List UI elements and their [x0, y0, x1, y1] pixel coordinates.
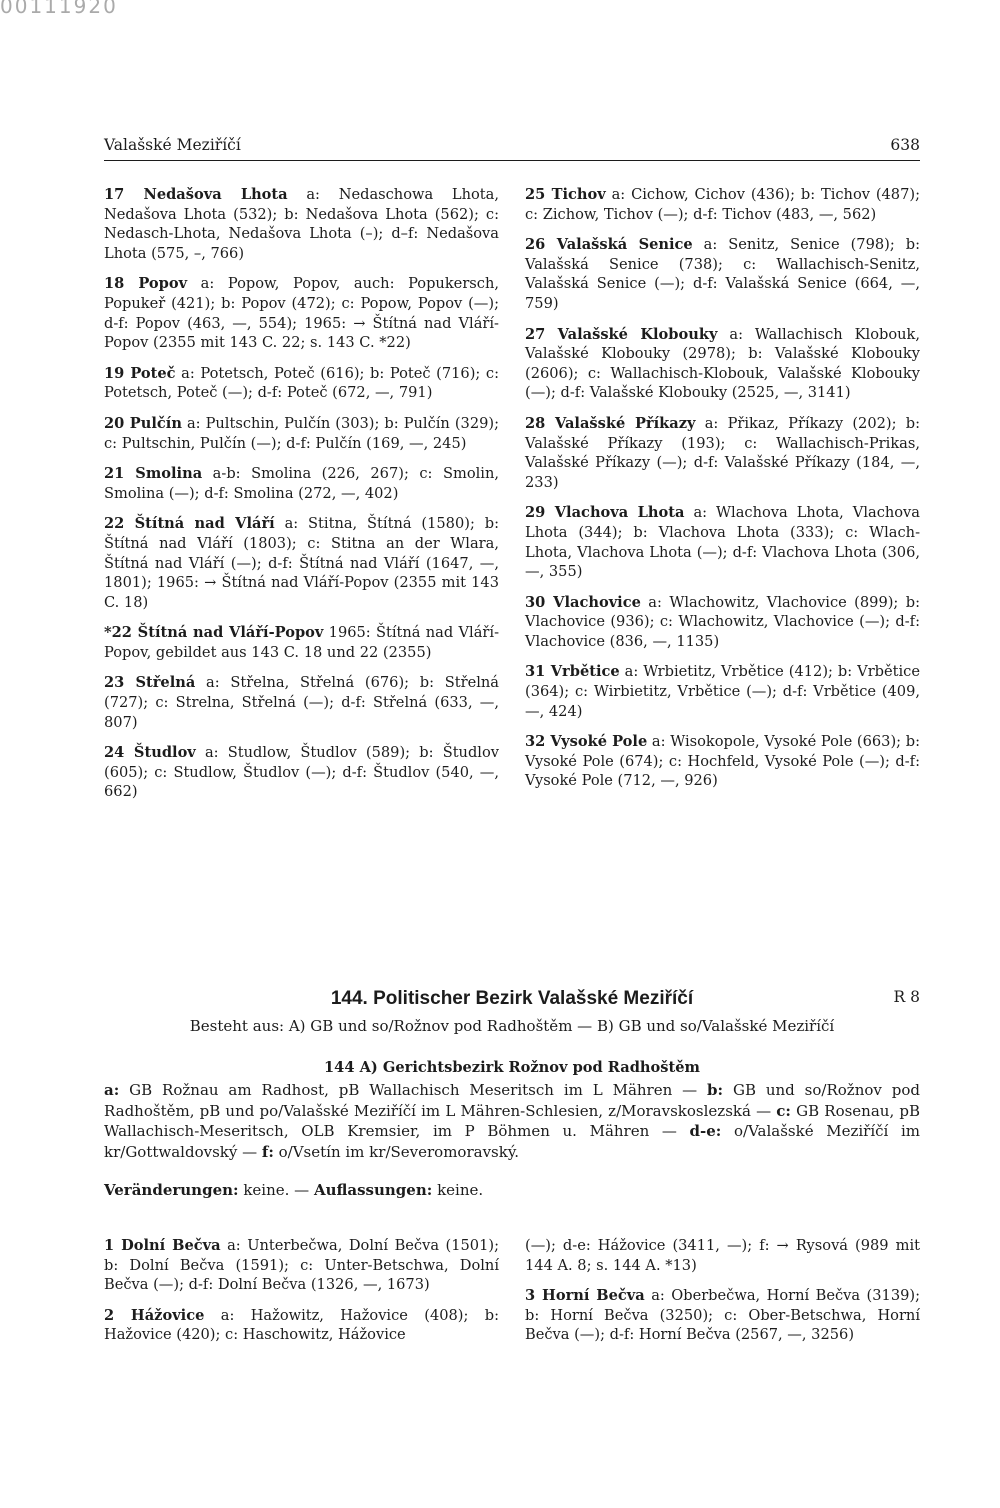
entry-name: 22 Štítná nad Vláří: [104, 515, 275, 533]
entry: [525, 662, 920, 721]
history-label-b: b:: [707, 1081, 724, 1099]
entry: [525, 1286, 920, 1345]
entry-text: a: Wlachowitz, Vlachovice (899); b: Vlachovice (936); c: Wlachowitz, Vlachovice (—); d-f: Vlachovice (836, —, 1135): [525, 593, 921, 650]
entry-text: a-b: Smolina (226, 267); c: Smolin, Smolina (—); d-f: Smolina (272, —, 402): [104, 465, 499, 502]
left-column-bottom: [104, 1236, 499, 1356]
left-column-top: [104, 185, 499, 813]
entry-name: 32 Vysoké Pole: [525, 733, 648, 751]
entry-name: 1 Dolní Bečva: [104, 1237, 221, 1254]
history-text-b: GB und so/Rožnov pod Radhoštěm, pB und po/Valašské Meziříčí im L Mähren-Schlesien, z/Moravskoslezská —: [104, 1081, 920, 1120]
entry-name: 23 Střelná: [104, 674, 196, 692]
entry: [104, 364, 499, 403]
entry-name: 2 Hážovice: [104, 1306, 205, 1324]
history-text-a: GB Rožnau am Radhost, pB Wallachisch Meseritsch im L Mähren —: [119, 1081, 708, 1099]
entry-text: a: Hažowitz, Hažovice (408); b: Hažovice (420); c: Haschowitz, Hážovice: [104, 1306, 500, 1344]
entry-text: (—); d-e: Hážovice (3411, —); f: → Rysová (989 mit 144 A. 8; s. 144 A. *13): [525, 1237, 920, 1274]
entry-text: a: Wallachisch Klobouk, Valašské Klobouky (2978); b: Valašské Klobouky (2606); c: Wallachisch-Klobouk, Valašské Klobouky (—); d-f: Valašské Klobouky (2525, —, 3141): [525, 325, 920, 402]
entry-text: a: Pultschin, Pulčín (303); b: Pulčín (329); c: Pultschin, Pulčín (—); d-f: Pulčín (169, —, 245): [104, 414, 499, 452]
entry-continuation: [525, 1236, 920, 1275]
entry: [104, 414, 499, 453]
entry-text: a: Oberbečwa, Horní Bečva (3139); b: Horní Bečva (3250); c: Ober-Betschwa, Horní Bečva (—); d-f: Horní Bečva (2567, —, 3256): [525, 1287, 920, 1344]
entry: [104, 1306, 499, 1345]
entry: [525, 235, 920, 313]
history-label-c: c:: [776, 1101, 791, 1120]
scan-stamp-number: 00111920: [0, 0, 118, 18]
right-column-top: [525, 185, 920, 802]
running-head: [104, 136, 920, 154]
entry-text: a: Unterbečwa, Dolní Bečva (1501); b: Dolní Bečva (1591); c: Unter-Betschwa, Dolní Bečva (—); d-f: Dolní Bečva (1326, —, 1673): [104, 1237, 499, 1294]
entry-text: a: Wrbietitz, Vrbětice (412); b: Vrbětice (364); c: Wirbietitz, Vrbětice (—); d-f: Vrbětice (409, —, 424): [525, 663, 920, 720]
entry-name: 26 Valašská Senice: [525, 236, 693, 254]
entry-text: a: Studlow, Študlov (589); b: Študlov (605); c: Studlow, Študlov (—); d-f: Študlov (540, —, 662): [104, 744, 499, 801]
history-text-de: o/Valašské Meziříčí im kr/Gottwaldovský —: [104, 1122, 920, 1161]
entry-name: 3 Horní Bečva: [525, 1287, 645, 1305]
entry-name: 30 Vlachovice: [525, 593, 641, 611]
entry-name: 18 Popov: [104, 275, 188, 293]
entry-text: a: Popow, Popov, auch: Popukersch, Popukeř (421); b: Popov (472); c: Popow, Popov (—); d-f: Popov (463, —, 554); 1965: → Štítná nad Vláří-Popov (2355 mit 143 C. 22; s. 143 C. *22): [104, 275, 499, 352]
entry: [525, 593, 920, 652]
entry-name: 27 Valašské Klobouky: [525, 325, 718, 343]
entry-text: 1965: Štítná nad Vláří-Popov, gebildet aus 143 C. 18 und 22 (2355): [104, 624, 499, 661]
changes-label: Veränderungen:: [104, 1181, 239, 1199]
district-code: R 8: [893, 988, 920, 1006]
entry-name: 31 Vrbětice: [525, 663, 620, 681]
entry-text: a: Střelna, Střelná (676); b: Střelná (727); c: Strelna, Střelná (—); d-f: Střelná (633, —, 807): [104, 674, 499, 731]
entry-name: 28 Valašské Příkazy: [525, 414, 696, 432]
entry: [104, 1236, 499, 1295]
changes-line: [104, 1180, 920, 1200]
entry: [104, 274, 499, 352]
entry: [104, 673, 499, 732]
closures-value: keine.: [432, 1181, 484, 1199]
district-heading: [104, 987, 920, 1011]
entry-text: a: Cichow, Cichov (436); b: Tichov (487); c: Zichow, Tichov (—); d-f: Tichov (483, —, 562): [525, 186, 920, 223]
district-title: 144. Politischer Bezirk Valašské Meziříčí: [330, 988, 694, 1009]
closures-label: Auflassungen:: [313, 1181, 433, 1199]
running-head-place: Valašské Meziříčí: [104, 136, 241, 154]
history-label-a: a:: [104, 1081, 120, 1099]
entry-text: a: Senitz, Senice (798); b: Valašská Senice (738); c: Wallachisch-Senitz, Valašská Senice (—); d-f: Valašská Senice (664, —, 759): [525, 236, 920, 312]
entry-name: 24 Študlov: [104, 744, 196, 762]
entry: [525, 414, 920, 492]
entry: [525, 325, 920, 403]
page-number: 638: [890, 136, 920, 154]
entry-name: 20 Pulčín: [104, 414, 182, 432]
entry-text: a: Stitna, Štítná (1580); b: Štítná nad Vláří (1803); c: Stitna an der Wlara, Štítná nad Vláří (—); d-f: Štítná nad Vláří (1647, —, 1801); 1965: → Štítná nad Vláří-Popov (2355 mit 143 C. 18): [104, 515, 499, 611]
header-rule: [104, 160, 920, 161]
entry-name: 17 Nedašova Lhota: [104, 186, 288, 203]
entry-name: 19 Poteč: [104, 364, 176, 382]
entry: [525, 185, 920, 224]
entry: [104, 743, 499, 802]
entry: [104, 464, 499, 503]
entry-text: a: Wlachova Lhota, Vlachova Lhota (344); b: Vlachova Lhota (333); c: Wlach-Lhota, Vlachova Lhota (—); d-f: Vlachova Lhota (306, —, 355): [525, 504, 921, 581]
entry-name: *22 Štítná nad Vláří-Popov: [104, 624, 324, 642]
court-district-history: [104, 1080, 920, 1162]
district-composition: Besteht aus: A) GB und so/Rožnov pod Radhoštěm — B) GB und so/Valašské Meziříčí: [189, 1017, 835, 1035]
changes-value: keine. —: [238, 1181, 314, 1199]
entry-text: a: Potetsch, Poteč (616); b: Poteč (716); c: Potetsch, Poteč (—); d-f: Poteč (672, —, 791): [104, 364, 500, 402]
entry: [525, 732, 920, 791]
history-label-de: d-e:: [689, 1122, 722, 1140]
entry-name: 29 Vlachova Lhota: [525, 504, 685, 522]
history-text-f: o/Vsetín im kr/Severomoravský.: [273, 1142, 520, 1161]
entry: [104, 185, 499, 263]
right-column-bottom: [525, 1236, 920, 1356]
history-label-f: f:: [261, 1142, 274, 1161]
entry-text: a: Wisokopole, Vysoké Pole (663); b: Vysoké Pole (674); c: Hochfeld, Vysoké Pole (—); d-f: Vysoké Pole (712, —, 926): [525, 733, 920, 790]
entry: [104, 623, 499, 662]
court-district-heading: 144 A) Gerichtsbezirk Rožnov pod Radhoštěm: [324, 1059, 700, 1076]
history-text-c: GB Rosenau, pB Wallachisch-Meseritsch, OLB Kremsier, im P Böhmen u. Mähren —: [104, 1101, 920, 1140]
entry-text: a: Nedaschowa Lhota, Nedašova Lhota (532); b: Nedašova Lhota (562); c: Nedasch-Lhota, Nedašova Lhota (–); d–f: Nedašova Lhota (575, –, 766): [104, 186, 499, 262]
entry-text: a: Přikaz, Příkazy (202); b: Valašské Příkazy (193); c: Wallachisch-Prikas, Valašské Příkazy (—); d-f: Valašské Příkazy (184, —, 233): [525, 414, 920, 491]
entry: [104, 514, 499, 612]
entry: [525, 503, 920, 581]
entry-name: 21 Smolina: [104, 465, 203, 483]
entry-name: 25 Tichov: [525, 186, 606, 203]
